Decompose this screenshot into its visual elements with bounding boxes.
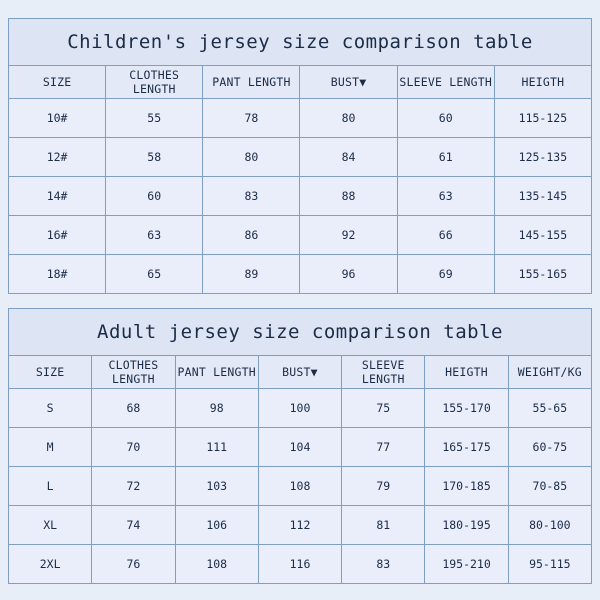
cell-clothes-length: 65 xyxy=(106,255,203,294)
cell-pant-length: 86 xyxy=(203,216,300,255)
cell-pant-length: 103 xyxy=(175,467,258,506)
cell-weight: 60-75 xyxy=(508,428,591,467)
column-header-clothes-length: CLOTHES LENGTH xyxy=(106,66,203,99)
cell-heigth: 165-175 xyxy=(425,428,508,467)
cell-sleeve-length: 66 xyxy=(397,216,494,255)
cell-clothes-length: 63 xyxy=(106,216,203,255)
column-header-heigth: HEIGTH xyxy=(425,356,508,389)
column-header-size: SIZE xyxy=(9,66,106,99)
table-row xyxy=(9,428,592,467)
table-row xyxy=(9,506,592,545)
cell-size: L xyxy=(9,467,92,506)
column-header-pant-length: PANT LENGTH xyxy=(203,66,300,99)
table-row xyxy=(9,177,592,216)
cell-bust: 96 xyxy=(300,255,397,294)
column-header-heigth: HEIGTH xyxy=(494,66,591,99)
column-header-sleeve-length: SLEEVE LENGTH xyxy=(342,356,425,389)
cell-sleeve-length: 63 xyxy=(397,177,494,216)
cell-bust: 104 xyxy=(258,428,341,467)
cell-clothes-length: 68 xyxy=(92,389,175,428)
cell-weight: 55-65 xyxy=(508,389,591,428)
cell-pant-length: 108 xyxy=(175,545,258,584)
cell-size: 16# xyxy=(9,216,106,255)
table-title-row xyxy=(9,19,592,66)
cell-pant-length: 106 xyxy=(175,506,258,545)
cell-heigth: 155-165 xyxy=(494,255,591,294)
cell-sleeve-length: 79 xyxy=(342,467,425,506)
cell-size: 12# xyxy=(9,138,106,177)
cell-pant-length: 78 xyxy=(203,99,300,138)
cell-clothes-length: 72 xyxy=(92,467,175,506)
cell-sleeve-length: 81 xyxy=(342,506,425,545)
cell-clothes-length: 55 xyxy=(106,99,203,138)
cell-bust: 112 xyxy=(258,506,341,545)
column-header-size: SIZE xyxy=(9,356,92,389)
cell-bust: 100 xyxy=(258,389,341,428)
column-header-sleeve-length: SLEEVE LENGTH xyxy=(397,66,494,99)
cell-clothes-length: 74 xyxy=(92,506,175,545)
table-header-row xyxy=(9,356,592,389)
cell-size: M xyxy=(9,428,92,467)
cell-sleeve-length: 77 xyxy=(342,428,425,467)
cell-heigth: 135-145 xyxy=(494,177,591,216)
table-row xyxy=(9,216,592,255)
table-row xyxy=(9,467,592,506)
column-header-bust: BUST▼ xyxy=(300,66,397,99)
adult-size-table xyxy=(8,308,592,584)
column-header-bust: BUST▼ xyxy=(258,356,341,389)
cell-bust: 108 xyxy=(258,467,341,506)
cell-pant-length: 98 xyxy=(175,389,258,428)
cell-weight: 95-115 xyxy=(508,545,591,584)
cell-sleeve-length: 83 xyxy=(342,545,425,584)
cell-clothes-length: 76 xyxy=(92,545,175,584)
cell-sleeve-length: 60 xyxy=(397,99,494,138)
cell-sleeve-length: 69 xyxy=(397,255,494,294)
cell-sleeve-length: 61 xyxy=(397,138,494,177)
cell-weight: 80-100 xyxy=(508,506,591,545)
children-table-title: Children's jersey size comparison table xyxy=(9,19,592,66)
column-header-clothes-length: CLOTHES LENGTH xyxy=(92,356,175,389)
cell-heigth: 170-185 xyxy=(425,467,508,506)
cell-size: 2XL xyxy=(9,545,92,584)
table-row xyxy=(9,99,592,138)
cell-heigth: 115-125 xyxy=(494,99,591,138)
column-header-weight: WEIGHT/KG xyxy=(508,356,591,389)
table-title-row xyxy=(9,309,592,356)
cell-heigth: 180-195 xyxy=(425,506,508,545)
cell-bust: 84 xyxy=(300,138,397,177)
cell-size: 14# xyxy=(9,177,106,216)
cell-size: 10# xyxy=(9,99,106,138)
cell-clothes-length: 58 xyxy=(106,138,203,177)
cell-weight: 70-85 xyxy=(508,467,591,506)
cell-bust: 80 xyxy=(300,99,397,138)
cell-pant-length: 83 xyxy=(203,177,300,216)
cell-pant-length: 111 xyxy=(175,428,258,467)
table-gap xyxy=(8,294,592,308)
cell-heigth: 125-135 xyxy=(494,138,591,177)
cell-pant-length: 80 xyxy=(203,138,300,177)
cell-heigth: 155-170 xyxy=(425,389,508,428)
cell-bust: 116 xyxy=(258,545,341,584)
table-row xyxy=(9,545,592,584)
cell-heigth: 195-210 xyxy=(425,545,508,584)
table-row xyxy=(9,255,592,294)
cell-size: XL xyxy=(9,506,92,545)
cell-clothes-length: 70 xyxy=(92,428,175,467)
table-row xyxy=(9,389,592,428)
cell-pant-length: 89 xyxy=(203,255,300,294)
table-header-row xyxy=(9,66,592,99)
cell-sleeve-length: 75 xyxy=(342,389,425,428)
adult-table-title: Adult jersey size comparison table xyxy=(9,309,592,356)
cell-heigth: 145-155 xyxy=(494,216,591,255)
cell-bust: 88 xyxy=(300,177,397,216)
table-row xyxy=(9,138,592,177)
column-header-pant-length: PANT LENGTH xyxy=(175,356,258,389)
children-size-table xyxy=(8,18,592,294)
cell-size: 18# xyxy=(9,255,106,294)
cell-bust: 92 xyxy=(300,216,397,255)
cell-clothes-length: 60 xyxy=(106,177,203,216)
cell-size: S xyxy=(9,389,92,428)
